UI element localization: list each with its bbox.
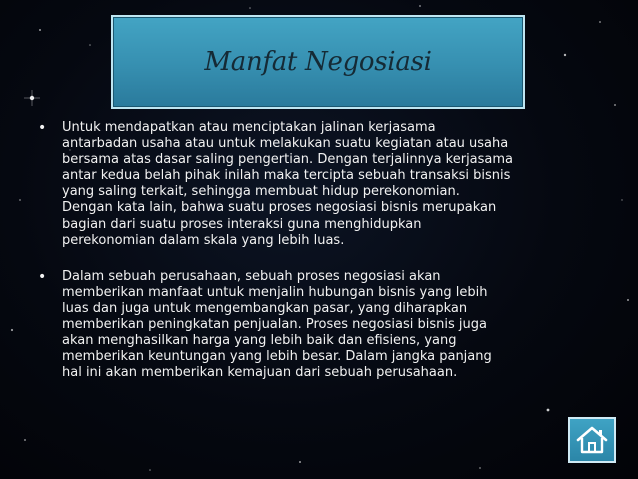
bullet-marker: • (38, 268, 47, 285)
bullet-item (38, 120, 608, 249)
bullet-marker: • (38, 120, 47, 136)
bullet-list (38, 120, 608, 401)
title-banner (111, 15, 525, 109)
home-icon (575, 425, 609, 455)
slide-title: Manfat Negosiasi (204, 47, 432, 77)
bullet-item (38, 269, 608, 382)
bullet-text: Untuk mendapatkan atau menciptakan jalinan kerjasama antarbadan usaha atau untuk melakukan suatu kegiatan atau usaha bersama atas dasar saling pengertian. Dengan terjalinnya kerjasama antar kedua belah pihak inilah maka tercipta sebuah transaksi bisnis yang saling terkait, sehingga membuat hidup perekonomian. Dengan kata lain, bahwa suatu proses negosiasi bisnis merupakan bagian dari suatu proses interaksi guna menghidupkan perekonomian dalam skala yang lebih luas. (62, 120, 514, 248)
bullet-text: Dalam sebuah perusahaan, sebuah proses negosiasi akan memberikan manfaat untuk menjalin hubungan bisnis yang lebih luas dan juga untuk mengembangkan pasar, yang diharapkan memberikan peningkatan penjualan. Proses negosiasi bisnis juga akan menghasilkan harga yang lebih baik dan efisiens, yang memberikan keuntungan yang lebih besar. Dalam jangka panjang hal ini akan memberikan kemajuan dari sebuah perusahaan. (62, 268, 492, 381)
home-button[interactable] (568, 417, 616, 463)
